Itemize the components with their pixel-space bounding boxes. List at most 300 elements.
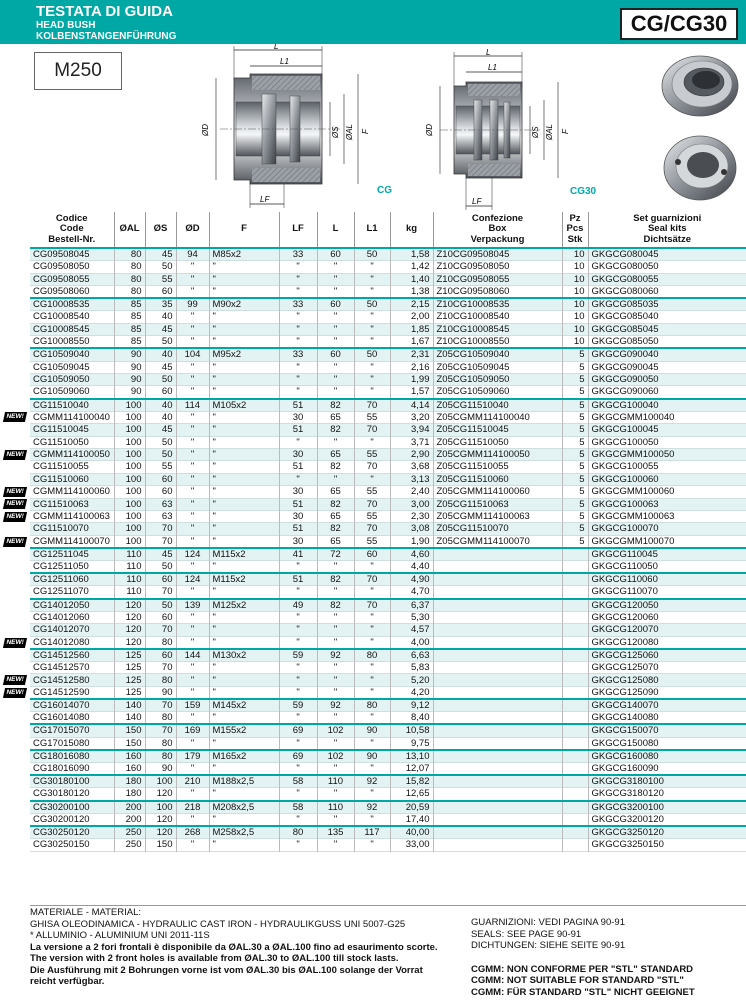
column-header <box>145 212 176 248</box>
column-header-line: Bestell-Nr. <box>48 233 96 245</box>
table-cell <box>433 826 562 839</box>
table-cell: 140 <box>114 712 145 725</box>
table-row <box>30 311 746 323</box>
table-cell <box>433 763 562 776</box>
table-cell: 114 <box>176 399 209 412</box>
table-cell: 85 <box>114 336 145 349</box>
table-cell: 50 <box>354 298 390 311</box>
table-cell: Z05CG10509050 <box>433 373 562 385</box>
table-cell: " <box>279 624 317 636</box>
column-header <box>114 212 145 248</box>
cgmm-note-it: CGMM: NON CONFORME PER "STL" STANDARD <box>471 963 694 975</box>
table-cell: " <box>209 273 279 285</box>
table-cell: 2,90 <box>390 448 433 460</box>
table-cell: " <box>209 586 279 599</box>
table-row <box>30 813 746 826</box>
table-cell: " <box>209 737 279 750</box>
table-cell: " <box>354 737 390 750</box>
table-cell: GKGCG080055 <box>588 273 746 285</box>
table-cell: " <box>209 535 279 548</box>
title-italian: TESTATA DI GUIDA <box>36 3 173 20</box>
table-cell <box>562 561 588 574</box>
table-cell: 55 <box>354 448 390 460</box>
table-cell: 104 <box>176 348 209 361</box>
table-cell: GKGCG080045 <box>588 248 746 261</box>
table-cell <box>562 839 588 851</box>
table-cell: CG30200120 <box>33 813 90 825</box>
column-header-line: Seal kits <box>647 223 687 235</box>
table-cell <box>433 839 562 851</box>
table-cell: 82 <box>317 461 354 473</box>
table-cell: CG12511070 <box>33 586 89 598</box>
table-cell: GKGCG110060 <box>588 573 746 586</box>
table-cell: " <box>209 311 279 323</box>
table-cell: " <box>354 839 390 851</box>
table-cell: GKGCG100060 <box>588 473 746 485</box>
table-cell: " <box>176 411 209 423</box>
table-cell: 92 <box>317 699 354 712</box>
table-cell: 45 <box>145 361 176 373</box>
table-cell: 102 <box>317 724 354 737</box>
table-cell: " <box>354 361 390 373</box>
table-cell: 5,30 <box>390 611 433 623</box>
table-cell: 59 <box>279 699 317 712</box>
table-cell: CG09508045 <box>33 249 90 260</box>
table-row <box>30 724 746 737</box>
table-cell: " <box>209 498 279 510</box>
table-cell: 40,00 <box>390 826 433 839</box>
table-cell: Z05CG10509040 <box>433 348 562 361</box>
table-cell: CG11510070 <box>33 523 89 535</box>
table-cell: CG14512590 <box>33 686 90 698</box>
table-cell: CGMM114100050 <box>33 449 110 461</box>
table-cell: " <box>279 813 317 826</box>
table-cell: " <box>354 386 390 399</box>
table-cell: Z05CG10509045 <box>433 361 562 373</box>
table-cell: " <box>354 561 390 574</box>
table-cell: " <box>176 586 209 599</box>
column-header <box>562 212 588 248</box>
table-cell: " <box>317 336 354 349</box>
new-badge: NEW! <box>3 688 27 698</box>
table-cell: 70 <box>354 599 390 612</box>
table-row <box>30 599 746 612</box>
table-cell: CG11510055 <box>33 461 89 473</box>
table-cell: " <box>354 636 390 649</box>
table-cell: 63 <box>145 510 176 522</box>
table-cell: 69 <box>279 724 317 737</box>
table-row <box>30 573 746 586</box>
table-cell: " <box>176 763 209 776</box>
table-cell: 30 <box>279 510 317 522</box>
table-cell: " <box>176 361 209 373</box>
table-row <box>30 611 746 623</box>
table-cell: 179 <box>176 750 209 763</box>
table-cell: " <box>354 311 390 323</box>
table-cell: 110 <box>114 548 145 561</box>
table-cell: 120 <box>114 636 145 649</box>
table-cell: " <box>209 686 279 699</box>
table-cell: " <box>176 486 209 498</box>
table-cell: 55 <box>354 510 390 522</box>
table-cell <box>433 662 562 674</box>
table-cell: M165x2 <box>209 750 279 763</box>
table-cell: 1,99 <box>390 373 433 385</box>
table-row <box>30 561 746 574</box>
table-cell: GKGCGMM100063 <box>588 510 746 522</box>
table-cell: 10 <box>562 336 588 349</box>
notes-seals <box>471 907 741 998</box>
table-cell <box>433 788 562 801</box>
divider <box>30 905 746 906</box>
table-cell: 5 <box>562 386 588 399</box>
table-row <box>30 674 746 686</box>
table-cell: 69 <box>279 750 317 763</box>
cg30-section-view <box>425 48 597 210</box>
new-badge: NEW! <box>3 675 27 685</box>
table-cell: GKGCG125070 <box>588 662 746 674</box>
table-cell: 45 <box>145 548 176 561</box>
table-cell: " <box>317 636 354 649</box>
table-cell: " <box>209 510 279 522</box>
technical-drawing <box>180 44 746 212</box>
table-cell: Z05CGMM114100050 <box>433 448 562 460</box>
table-cell: " <box>209 624 279 636</box>
table-cell: GKGCG3250150 <box>588 839 746 851</box>
table-cell <box>433 599 562 612</box>
table-cell: CG30180100 <box>33 776 90 788</box>
table-cell: 60 <box>145 486 176 498</box>
table-cell: GKGCG120080 <box>588 636 746 649</box>
table-cell: CG10008550 <box>33 336 90 348</box>
table-cell: Z05CG11510070 <box>433 523 562 535</box>
table-cell: " <box>354 712 390 725</box>
table-cell: Z05CG10509060 <box>433 386 562 399</box>
dim-lf-label: LF <box>260 195 270 204</box>
table-cell: 50 <box>145 336 176 349</box>
table-cell <box>562 548 588 561</box>
table-cell: " <box>354 763 390 776</box>
table-row <box>30 839 746 851</box>
table-row <box>30 348 746 361</box>
table-cell: 100 <box>114 473 145 485</box>
cgmm-note-en: CGMM: NOT SUITABLE FOR STANDARD "STL" <box>471 975 684 986</box>
table-cell: " <box>354 674 390 686</box>
table-cell: 80 <box>145 737 176 750</box>
dim-l1-label-cg30: L1 <box>488 63 497 72</box>
cgmm-note-de: CGMM: FÜR STANDARD "STL" NICHT GEEIGNET <box>471 986 695 998</box>
table-cell <box>433 737 562 750</box>
table-row <box>30 763 746 776</box>
table-cell: 3,68 <box>390 461 433 473</box>
table-cell: 90 <box>354 724 390 737</box>
table-cell: 59 <box>279 649 317 662</box>
table-cell <box>562 737 588 750</box>
table-row <box>30 436 746 448</box>
table-cell <box>562 599 588 612</box>
table-cell: " <box>317 473 354 485</box>
table-cell: " <box>354 373 390 385</box>
table-cell: 80 <box>114 285 145 298</box>
table-cell: 5 <box>562 424 588 436</box>
table-cell <box>433 686 562 699</box>
table-cell: 5 <box>562 523 588 535</box>
column-header-line: LF <box>292 223 304 235</box>
table-row <box>30 548 746 561</box>
table-cell: 60 <box>145 649 176 662</box>
table-cell: 60 <box>145 611 176 623</box>
table-cell: 99 <box>176 298 209 311</box>
table-cell: Z10CG09508050 <box>433 261 562 273</box>
table-cell <box>433 724 562 737</box>
table-cell: 55 <box>354 535 390 548</box>
table-cell: M115x2 <box>209 548 279 561</box>
table-cell: 90 <box>145 686 176 699</box>
table-cell: 65 <box>317 510 354 522</box>
table-cell: 120 <box>114 624 145 636</box>
table-cell: " <box>176 662 209 674</box>
table-row <box>30 801 746 814</box>
table-cell: 82 <box>317 424 354 436</box>
table-cell <box>433 636 562 649</box>
table-cell: 160 <box>114 750 145 763</box>
table-cell: " <box>317 712 354 725</box>
column-header-line: ØD <box>185 223 200 235</box>
table-cell: 110 <box>317 801 354 814</box>
new-badge: NEW! <box>3 487 27 497</box>
table-cell: 70 <box>354 573 390 586</box>
table-cell: CG12511045 <box>33 548 89 560</box>
table-cell: CG10509040 <box>33 349 90 361</box>
table-cell: 90 <box>114 386 145 399</box>
table-cell: CG10008540 <box>33 311 90 323</box>
table-cell: CG11510045 <box>33 424 89 436</box>
table-cell <box>433 586 562 599</box>
dim-s-label: ØS <box>331 126 340 138</box>
table-cell: " <box>176 373 209 385</box>
table-cell: 117 <box>354 826 390 839</box>
table-cell: 90 <box>114 348 145 361</box>
table-cell: 169 <box>176 724 209 737</box>
table-cell: M145x2 <box>209 699 279 712</box>
table-cell: M85x2 <box>209 248 279 261</box>
table-cell: 51 <box>279 498 317 510</box>
table-cell: " <box>317 686 354 699</box>
table-cell: " <box>209 473 279 485</box>
table-cell: " <box>176 561 209 574</box>
table-cell: " <box>176 473 209 485</box>
table-cell: 50 <box>354 348 390 361</box>
table-cell: GKGCG090045 <box>588 361 746 373</box>
table-cell: CG11510060 <box>33 473 89 485</box>
title-german: KOLBENSTANGENFÜHRUNG <box>36 31 177 42</box>
holes-note-en: The version with 2 front holes is available from ØAL.30 to ØAL.100 till stock lasts. <box>30 953 399 964</box>
table-cell <box>562 649 588 662</box>
table-cell: GKGCG100050 <box>588 436 746 448</box>
table-cell: 51 <box>279 424 317 436</box>
table-cell: M208x2,5 <box>209 801 279 814</box>
column-header-line: Confezione <box>471 212 524 224</box>
table-cell: M188x2,5 <box>209 775 279 788</box>
table-cell: M130x2 <box>209 649 279 662</box>
table-cell: 82 <box>317 573 354 586</box>
table-cell: " <box>317 261 354 273</box>
table-cell: " <box>209 611 279 623</box>
dim-d-label: ØD <box>201 124 210 136</box>
table-row <box>30 649 746 662</box>
table-cell: GKGCG120060 <box>588 611 746 623</box>
table-cell: 139 <box>176 599 209 612</box>
table-cell: 120 <box>145 788 176 801</box>
table-cell: 17,40 <box>390 813 433 826</box>
table-cell <box>562 763 588 776</box>
table-cell: " <box>176 273 209 285</box>
table-cell: 4,14 <box>390 399 433 412</box>
table-cell: 30 <box>279 411 317 423</box>
table-cell: 51 <box>279 523 317 535</box>
table-cell: Z05CG11510055 <box>433 461 562 473</box>
table-row <box>30 737 746 750</box>
column-header-line: Codice <box>55 212 88 224</box>
column-header-line: Verpackung <box>470 233 525 245</box>
table-cell: CG10509045 <box>33 361 90 373</box>
table-cell: 10 <box>562 248 588 261</box>
column-header-line: Stk <box>567 233 583 245</box>
table-cell: 60 <box>317 348 354 361</box>
table-cell: Z05CGMM114100063 <box>433 510 562 522</box>
table-cell <box>562 573 588 586</box>
table-cell: 50 <box>145 561 176 574</box>
table-cell: GKGCG080050 <box>588 261 746 273</box>
table-cell: GKGCG160080 <box>588 750 746 763</box>
table-cell: " <box>317 311 354 323</box>
table-cell: 4,57 <box>390 624 433 636</box>
table-cell: 90 <box>114 361 145 373</box>
table-cell: " <box>279 336 317 349</box>
table-cell: CG18016080 <box>33 750 90 762</box>
table-cell: 40 <box>145 311 176 323</box>
table-row <box>30 510 746 522</box>
table-cell: 180 <box>114 775 145 788</box>
table-cell: 120 <box>114 611 145 623</box>
table-cell: CG14512560 <box>33 649 90 661</box>
table-cell: Z10CG09508045 <box>433 248 562 261</box>
table-cell: 10 <box>562 285 588 298</box>
table-cell: " <box>354 473 390 485</box>
table-cell: 110 <box>114 586 145 599</box>
title-english: HEAD BUSH <box>36 20 96 31</box>
table-cell: 150 <box>145 839 176 851</box>
table-cell: 5 <box>562 361 588 373</box>
table-cell: " <box>176 510 209 522</box>
table-cell: 82 <box>317 498 354 510</box>
table-cell: " <box>176 686 209 699</box>
table-cell: " <box>209 839 279 851</box>
table-cell: 100 <box>114 461 145 473</box>
table-cell: 50 <box>145 436 176 448</box>
table-cell: GKGCG3200120 <box>588 813 746 826</box>
table-cell: GKGCG3250120 <box>588 826 746 839</box>
dim-lf-label-cg30: LF <box>472 197 482 206</box>
table-cell: CG17015080 <box>33 737 90 749</box>
table-cell: " <box>279 586 317 599</box>
table-cell: 110 <box>317 775 354 788</box>
table-cell: " <box>176 336 209 349</box>
table-cell: 12,07 <box>390 763 433 776</box>
table-cell: 110 <box>114 573 145 586</box>
table-cell: CG14012060 <box>33 611 90 623</box>
table-cell: 80 <box>145 712 176 725</box>
table-cell: 70 <box>145 624 176 636</box>
cg30-label: CG30 <box>570 186 597 197</box>
table-cell: " <box>176 624 209 636</box>
table-cell: 33 <box>279 348 317 361</box>
table-cell: CG14012070 <box>33 624 90 636</box>
table-cell: GKGCGMM100040 <box>588 411 746 423</box>
table-cell: 92 <box>354 801 390 814</box>
table-row <box>30 826 746 839</box>
table-cell: 30 <box>279 535 317 548</box>
table-row <box>30 386 746 399</box>
table-cell: 1,40 <box>390 273 433 285</box>
table-cell: GKGCG085045 <box>588 323 746 335</box>
table-cell: 12,65 <box>390 788 433 801</box>
table-cell: 30 <box>279 486 317 498</box>
table-cell: 110 <box>114 561 145 574</box>
table-cell: GKGCG085035 <box>588 298 746 311</box>
table-cell: 1,58 <box>390 248 433 261</box>
table-cell: GKGCG100063 <box>588 498 746 510</box>
table-cell: " <box>354 273 390 285</box>
table-cell: 51 <box>279 461 317 473</box>
table-cell: 3,00 <box>390 498 433 510</box>
series-label: CG/CG30 <box>620 8 738 40</box>
column-header <box>433 212 562 248</box>
table-cell: 58 <box>279 775 317 788</box>
table-cell: " <box>209 323 279 335</box>
table-cell <box>562 788 588 801</box>
table-cell: 3,94 <box>390 424 433 436</box>
column-header-line: ØS <box>153 223 168 235</box>
table-cell: " <box>317 788 354 801</box>
table-row <box>30 361 746 373</box>
table-cell: Z10CG10008535 <box>433 298 562 311</box>
header-bar <box>0 0 746 44</box>
table-cell: 70 <box>145 724 176 737</box>
table-cell: 20,59 <box>390 801 433 814</box>
table-cell: GKGCG160090 <box>588 763 746 776</box>
table-cell: 45 <box>145 424 176 436</box>
table-cell: 13,10 <box>390 750 433 763</box>
table-cell <box>433 813 562 826</box>
table-row <box>30 712 746 725</box>
table-cell: " <box>354 624 390 636</box>
table-cell: 10 <box>562 311 588 323</box>
table-cell: 5 <box>562 486 588 498</box>
table-cell: 80 <box>145 674 176 686</box>
table-cell: " <box>176 498 209 510</box>
table-cell: " <box>209 674 279 686</box>
table-cell: 90 <box>354 750 390 763</box>
table-cell: GKGCG090060 <box>588 386 746 399</box>
table-cell: " <box>209 436 279 448</box>
table-cell: " <box>317 813 354 826</box>
table-cell: GKGCG085040 <box>588 311 746 323</box>
table-cell: " <box>176 813 209 826</box>
ring-photo-top <box>662 56 738 116</box>
table-cell: 10 <box>562 323 588 335</box>
table-cell: " <box>279 285 317 298</box>
